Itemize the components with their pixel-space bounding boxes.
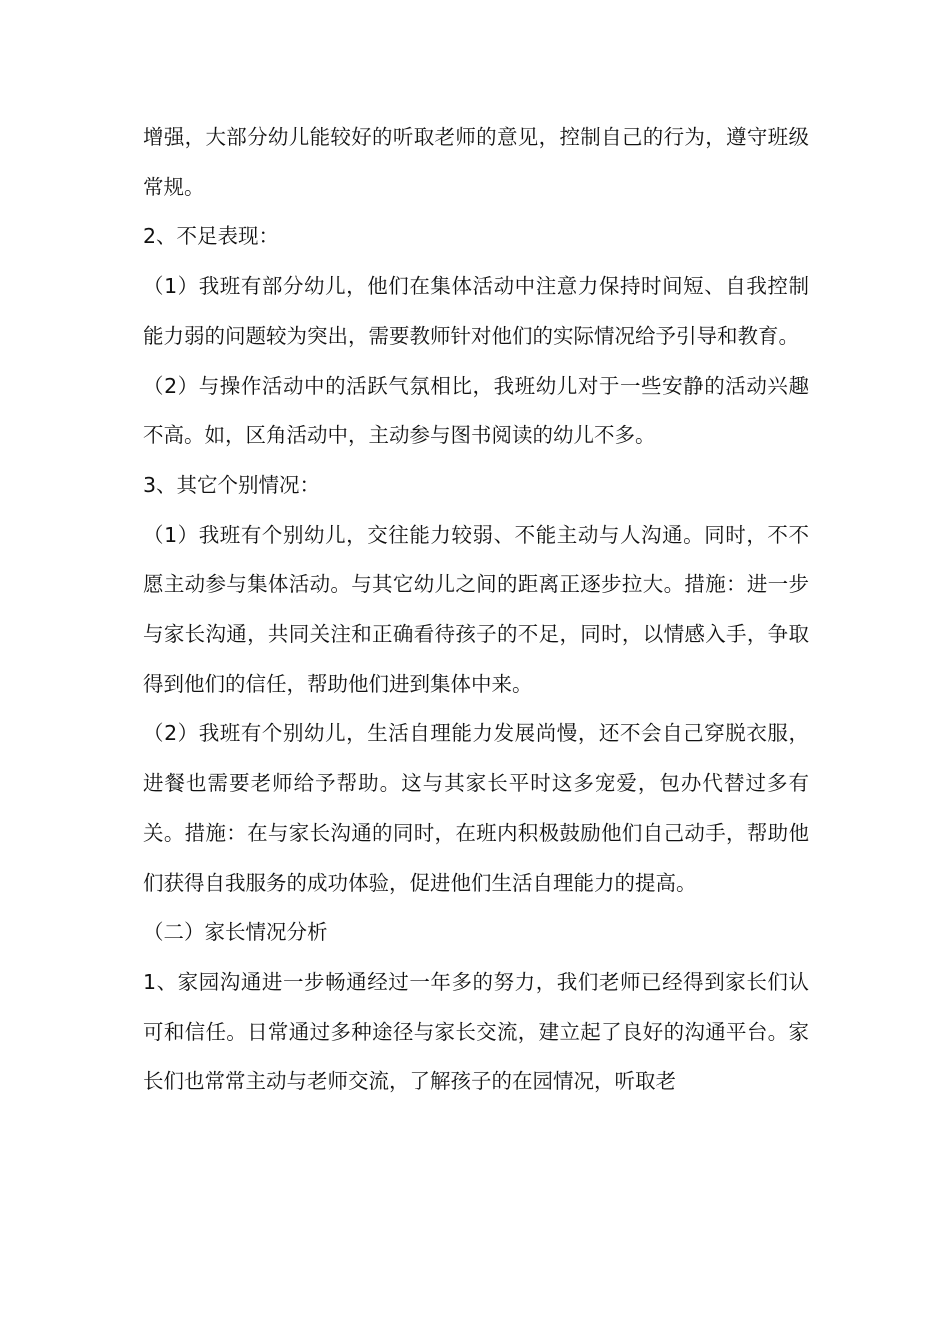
heading-parent-analysis: （二）家长情况分析	[143, 920, 328, 945]
heading-shortcomings: 2、不足表现：	[143, 224, 280, 249]
paragraph-shortcoming-1: （1）我班有部分幼儿，他们在集体活动中注意力保持时间短、自我控制能力弱的问题较为突出，需要教师针对他们的实际情况给予引导和教育。	[143, 274, 809, 348]
paragraph-home-school-communication: 1、家园沟通进一步畅通经过一年多的努力，我们老师已经得到家长们认可和信任。日常通过多种途径与家长交流，建立起了良好的沟通平台。家长们也常常主动与老师交流，了解孩子的在园情况，听取老	[143, 969, 809, 1094]
paragraph-individual-case-1: （1）我班有个别幼儿，交往能力较弱、不能主动与人沟通。同时，不不愿主动参与集体活动。与其它幼儿之间的距离正逐步拉大。措施：进一步与家长沟通，共同关注和正确看待孩子的不足，同时，以情感入手，争取得到他们的信任，帮助他们进到集体中来。	[143, 522, 809, 696]
document-body	[143, 113, 809, 1107]
paragraph-shortcoming-2: （2）与操作活动中的活跃气氛相比，我班幼儿对于一些安静的活动兴趣不高。如，区角活动中，主动参与图书阅读的幼儿不多。	[143, 373, 809, 448]
paragraph-individual-case-2: （2）我班有个别幼儿，生活自理能力发展尚慢，还不会自己穿脱衣服，进餐也需要老师给予帮助。这与其家长平时这多宠爱，包办代替过多有关。措施：在与家长沟通的同时，在班内积极鼓励他们自己动手，帮助他们获得自我服务的成功体验，促进他们生活自理能力的提高。	[143, 721, 809, 895]
paragraph-behavior-summary: 增强，大部分幼儿能较好的听取老师的意见，控制自己的行为，遵守班级常规。	[143, 125, 809, 199]
heading-individual-cases: 3、其它个别情况：	[143, 472, 321, 497]
